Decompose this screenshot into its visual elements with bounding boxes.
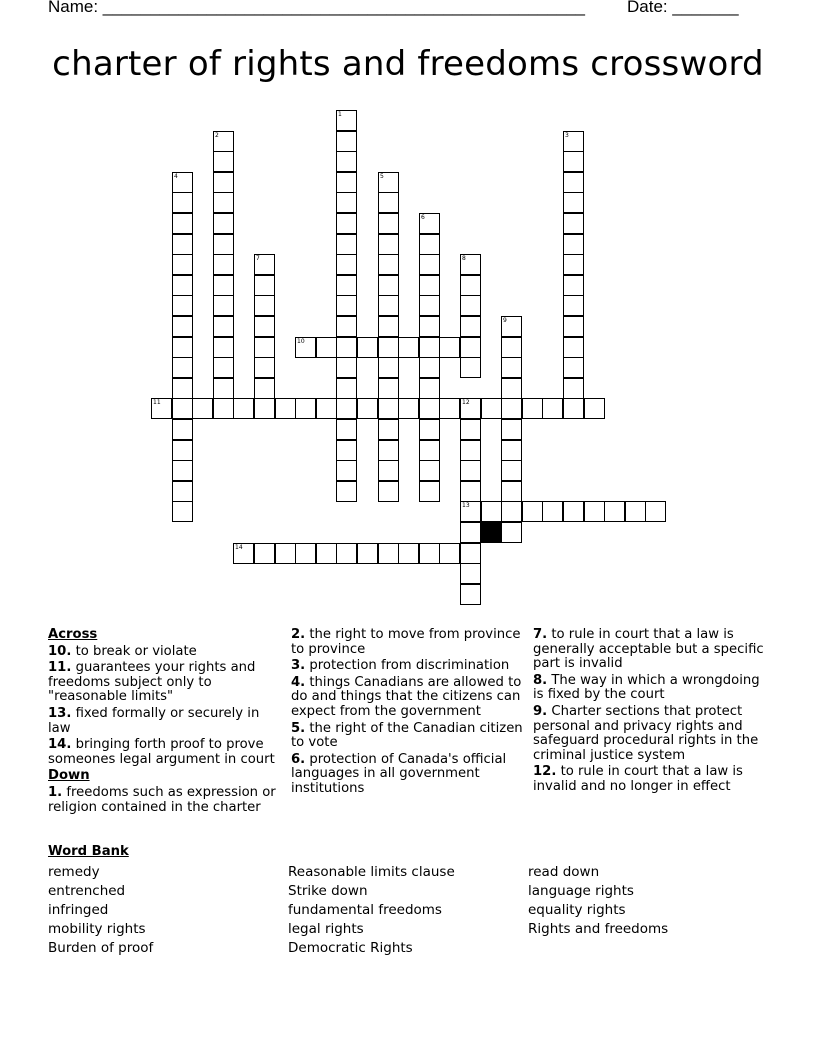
word-bank-item: equality rights xyxy=(528,902,626,918)
grid-cell[interactable] xyxy=(378,357,399,378)
clue-number: 10. xyxy=(48,643,72,659)
grid-cell[interactable] xyxy=(172,501,193,522)
grid-cell[interactable] xyxy=(419,254,440,275)
grid-cell[interactable] xyxy=(419,398,440,419)
grid-cell[interactable] xyxy=(213,316,234,337)
grid-cell[interactable] xyxy=(336,543,357,564)
clue-number: 3 xyxy=(565,132,569,139)
grid-cell[interactable] xyxy=(316,337,337,358)
grid-cell[interactable] xyxy=(542,398,563,419)
grid-cell[interactable] xyxy=(501,398,522,419)
grid-cell[interactable] xyxy=(378,192,399,213)
grid-cell[interactable] xyxy=(419,440,440,461)
grid-cell[interactable] xyxy=(460,543,481,564)
grid-cell[interactable] xyxy=(378,378,399,399)
grid-cell[interactable] xyxy=(398,337,419,358)
grid-cell[interactable] xyxy=(172,398,193,419)
grid-cell[interactable] xyxy=(172,295,193,316)
clue-number: 6 xyxy=(421,214,425,221)
grid-cell[interactable] xyxy=(254,398,275,419)
clue-number: 11. xyxy=(48,660,72,676)
word-bank-item: entrenched xyxy=(48,883,126,899)
grid-cell[interactable] xyxy=(336,398,357,419)
word-bank-column xyxy=(48,863,153,958)
grid-cell[interactable] xyxy=(336,110,357,131)
clue xyxy=(291,628,523,657)
grid-cell[interactable] xyxy=(501,440,522,461)
clue xyxy=(48,707,284,736)
grid-cell[interactable] xyxy=(336,419,357,440)
word-bank-item: infringed xyxy=(48,902,109,918)
grid-cell[interactable] xyxy=(336,213,357,234)
grid-cell[interactable] xyxy=(501,522,522,543)
clue-text: Charter sections that protect personal and privacy rights and safeguard procedural rights in the criminal justice system xyxy=(533,703,759,763)
grid-cell[interactable] xyxy=(439,398,460,419)
word-bank-item: mobility rights xyxy=(48,921,146,937)
grid-cell[interactable] xyxy=(419,378,440,399)
clue-number: 5. xyxy=(291,720,306,736)
grid-cell[interactable] xyxy=(172,275,193,296)
date-line: Date: _______ xyxy=(627,0,739,16)
grid-cell[interactable] xyxy=(460,398,481,419)
clue-text: freedoms such as expression or religion contained in the charter xyxy=(48,784,276,815)
clue xyxy=(291,676,523,720)
blocked-cell xyxy=(481,522,502,543)
across-heading: Across xyxy=(48,627,98,642)
word-bank-item: read down xyxy=(528,864,600,880)
clue xyxy=(533,674,773,703)
grid-cell[interactable] xyxy=(357,543,378,564)
grid-cell[interactable] xyxy=(481,398,502,419)
grid-cell[interactable] xyxy=(172,481,193,502)
grid-cell[interactable] xyxy=(172,254,193,275)
clue-text: to rule in court that a law is invalid and no longer in effect xyxy=(533,764,743,794)
word-bank-column xyxy=(288,863,455,958)
clue-text: to rule in court that a law is generally acceptable but a specific part is invalid xyxy=(533,627,764,672)
clue-number: 4 xyxy=(174,173,178,180)
grid-cell[interactable] xyxy=(172,337,193,358)
grid-cell[interactable] xyxy=(378,275,399,296)
grid-cell[interactable] xyxy=(336,337,357,358)
grid-cell[interactable] xyxy=(604,501,625,522)
grid-cell[interactable] xyxy=(378,481,399,502)
word-bank-item: Rights and freedoms xyxy=(528,921,669,937)
grid-cell[interactable] xyxy=(213,234,234,255)
grid-cell[interactable] xyxy=(192,398,213,419)
grid-cell[interactable] xyxy=(563,398,584,419)
grid-cell[interactable] xyxy=(542,501,563,522)
grid-cell[interactable] xyxy=(254,295,275,316)
grid-cell[interactable] xyxy=(254,378,275,399)
grid-cell[interactable] xyxy=(254,337,275,358)
grid-cell[interactable] xyxy=(419,275,440,296)
grid-cell[interactable] xyxy=(213,192,234,213)
grid-cell[interactable] xyxy=(275,543,296,564)
grid-cell[interactable] xyxy=(419,337,440,358)
clue xyxy=(291,753,523,797)
grid-cell[interactable] xyxy=(419,543,440,564)
grid-cell[interactable] xyxy=(563,254,584,275)
grid-cell[interactable] xyxy=(378,172,399,193)
grid-cell[interactable] xyxy=(460,337,481,358)
word-bank-item: fundamental freedoms xyxy=(288,902,442,918)
clue-number: 13. xyxy=(48,705,72,721)
clue xyxy=(291,722,523,751)
grid-cell[interactable] xyxy=(254,275,275,296)
grid-cell[interactable] xyxy=(460,357,481,378)
grid-cell[interactable] xyxy=(378,398,399,419)
grid-cell[interactable] xyxy=(460,440,481,461)
grid-cell[interactable] xyxy=(460,522,481,543)
clue xyxy=(48,661,284,705)
clue xyxy=(48,786,284,815)
name-line: Name: ___________________________________________________ xyxy=(48,0,585,16)
clue-number: 1. xyxy=(48,784,63,800)
grid-cell[interactable] xyxy=(481,501,502,522)
clue-text: protection of Canada's official languages in all government institutions xyxy=(291,751,507,796)
clue-text: to break or violate xyxy=(71,643,197,659)
clue-number: 2 xyxy=(215,132,219,139)
grid-cell[interactable] xyxy=(357,398,378,419)
clue-number: 14 xyxy=(235,544,243,551)
grid-cell[interactable] xyxy=(501,378,522,399)
down-clue-list xyxy=(533,628,773,795)
grid-cell[interactable] xyxy=(563,295,584,316)
grid-cell[interactable] xyxy=(563,234,584,255)
grid-cell[interactable] xyxy=(357,337,378,358)
word-bank-item: language rights xyxy=(528,883,634,899)
grid-cell[interactable] xyxy=(172,316,193,337)
grid-cell[interactable] xyxy=(316,398,337,419)
grid-cell[interactable] xyxy=(419,316,440,337)
grid-cell[interactable] xyxy=(233,543,254,564)
grid-cell[interactable] xyxy=(213,254,234,275)
grid-cell[interactable] xyxy=(378,543,399,564)
grid-cell[interactable] xyxy=(336,131,357,152)
grid-cell[interactable] xyxy=(378,440,399,461)
word-bank-item: Democratic Rights xyxy=(288,940,413,956)
grid-cell[interactable] xyxy=(625,501,646,522)
word-bank-heading: Word Bank xyxy=(48,844,129,859)
across-clue-list xyxy=(48,645,284,768)
clue-number: 1 xyxy=(338,111,342,118)
grid-cell[interactable] xyxy=(460,563,481,584)
grid-cell[interactable] xyxy=(336,316,357,337)
clue-text: guarantees your rights and freedoms subject only to "reasonable limits" xyxy=(48,660,256,705)
clue-number: 7 xyxy=(256,255,260,262)
grid-cell[interactable] xyxy=(213,213,234,234)
grid-cell[interactable] xyxy=(563,172,584,193)
grid-cell[interactable] xyxy=(378,254,399,275)
grid-cell[interactable] xyxy=(336,357,357,378)
grid-cell[interactable] xyxy=(254,316,275,337)
grid-cell[interactable] xyxy=(233,398,254,419)
clue-number: 4. xyxy=(291,674,306,690)
grid-cell[interactable] xyxy=(172,357,193,378)
clue-number: 8 xyxy=(462,255,466,262)
clue-number: 8. xyxy=(533,672,548,688)
down-clue-list xyxy=(48,786,284,815)
grid-cell[interactable] xyxy=(336,172,357,193)
clue xyxy=(533,705,773,763)
grid-cell[interactable] xyxy=(336,295,357,316)
clue xyxy=(291,659,523,674)
grid-cell[interactable] xyxy=(563,192,584,213)
grid-cell[interactable] xyxy=(295,398,316,419)
grid-cell[interactable] xyxy=(645,501,666,522)
grid-cell[interactable] xyxy=(563,316,584,337)
grid-cell[interactable] xyxy=(460,584,481,605)
grid-cell[interactable] xyxy=(254,543,275,564)
grid-cell[interactable] xyxy=(213,357,234,378)
clue-number: 9 xyxy=(503,317,507,324)
clue-number: 6. xyxy=(291,751,306,767)
clue-number: 9. xyxy=(533,703,548,719)
grid-cell[interactable] xyxy=(398,398,419,419)
grid-cell[interactable] xyxy=(172,234,193,255)
grid-cell[interactable] xyxy=(419,357,440,378)
clue xyxy=(533,628,773,672)
grid-cell[interactable] xyxy=(254,254,275,275)
grid-cell[interactable] xyxy=(563,501,584,522)
grid-cell[interactable] xyxy=(213,131,234,152)
grid-cell[interactable] xyxy=(213,172,234,193)
grid-cell[interactable] xyxy=(460,501,481,522)
grid-cell[interactable] xyxy=(275,398,296,419)
clue-text: protection from discrimination xyxy=(305,658,510,674)
grid-cell[interactable] xyxy=(151,398,172,419)
page-title: charter of rights and freedoms crossword xyxy=(52,44,764,84)
clue-number: 7. xyxy=(533,627,548,642)
grid-cell[interactable] xyxy=(460,254,481,275)
grid-cell[interactable] xyxy=(563,357,584,378)
grid-cell[interactable] xyxy=(336,378,357,399)
clue xyxy=(48,645,284,660)
grid-cell[interactable] xyxy=(563,378,584,399)
clue-number: 13 xyxy=(462,502,470,509)
grid-cell[interactable] xyxy=(336,234,357,255)
grid-cell[interactable] xyxy=(378,419,399,440)
clue xyxy=(533,765,773,794)
clues-column-1 xyxy=(48,628,284,817)
grid-cell[interactable] xyxy=(501,337,522,358)
clue-number: 12. xyxy=(533,764,557,780)
grid-cell[interactable] xyxy=(336,151,357,172)
word-bank-column xyxy=(528,863,668,939)
down-clue-list xyxy=(291,628,523,797)
grid-cell[interactable] xyxy=(336,275,357,296)
grid-cell[interactable] xyxy=(213,337,234,358)
word-bank-item: remedy xyxy=(48,864,100,880)
grid-cell[interactable] xyxy=(501,481,522,502)
grid-cell[interactable] xyxy=(336,440,357,461)
grid-cell[interactable] xyxy=(501,501,522,522)
clue-number: 2. xyxy=(291,627,306,642)
clue-text: fixed formally or securely in law xyxy=(48,705,260,736)
grid-cell[interactable] xyxy=(522,398,543,419)
grid-cell[interactable] xyxy=(419,234,440,255)
clues-column-3 xyxy=(533,628,773,797)
grid-cell[interactable] xyxy=(316,543,337,564)
grid-cell[interactable] xyxy=(439,337,460,358)
grid-cell[interactable] xyxy=(460,295,481,316)
grid-cell[interactable] xyxy=(172,172,193,193)
grid-cell[interactable] xyxy=(563,213,584,234)
grid-cell[interactable] xyxy=(439,543,460,564)
grid-cell[interactable] xyxy=(419,460,440,481)
grid-cell[interactable] xyxy=(213,378,234,399)
grid-cell[interactable] xyxy=(501,419,522,440)
clue-number: 12 xyxy=(462,399,470,406)
grid-cell[interactable] xyxy=(460,275,481,296)
clue-text: the right of the Canadian citizen to vote xyxy=(291,720,523,751)
grid-cell[interactable] xyxy=(213,275,234,296)
word-bank-item: Burden of proof xyxy=(48,940,154,956)
grid-cell[interactable] xyxy=(336,460,357,481)
word-bank-item: Reasonable limits clause xyxy=(288,864,455,880)
grid-cell[interactable] xyxy=(213,398,234,419)
grid-cell[interactable] xyxy=(172,192,193,213)
grid-cell[interactable] xyxy=(172,213,193,234)
clue xyxy=(48,738,284,767)
grid-cell[interactable] xyxy=(172,378,193,399)
grid-cell[interactable] xyxy=(336,192,357,213)
clue-number: 14. xyxy=(48,737,72,753)
grid-cell[interactable] xyxy=(336,254,357,275)
grid-cell[interactable] xyxy=(213,295,234,316)
clues-column-2 xyxy=(291,628,523,799)
grid-cell[interactable] xyxy=(419,481,440,502)
grid-cell[interactable] xyxy=(378,460,399,481)
grid-cell[interactable] xyxy=(460,481,481,502)
grid-cell[interactable] xyxy=(295,337,316,358)
grid-cell[interactable] xyxy=(563,275,584,296)
clue-number: 5 xyxy=(380,173,384,180)
grid-cell[interactable] xyxy=(378,337,399,358)
clue-text: bringing forth proof to prove someones legal argument in court xyxy=(48,737,275,767)
grid-cell[interactable] xyxy=(460,419,481,440)
word-bank-item: legal rights xyxy=(288,921,364,937)
grid-cell[interactable] xyxy=(295,543,316,564)
clue-text: the right to move from province to province xyxy=(291,627,521,657)
grid-cell[interactable] xyxy=(419,213,440,234)
grid-cell[interactable] xyxy=(172,460,193,481)
grid-cell[interactable] xyxy=(563,131,584,152)
grid-cell[interactable] xyxy=(584,398,605,419)
grid-cell[interactable] xyxy=(213,151,234,172)
grid-cell[interactable] xyxy=(460,316,481,337)
grid-cell[interactable] xyxy=(419,419,440,440)
grid-cell[interactable] xyxy=(563,337,584,358)
grid-cell[interactable] xyxy=(460,460,481,481)
grid-cell[interactable] xyxy=(172,419,193,440)
grid-cell[interactable] xyxy=(501,357,522,378)
grid-cell[interactable] xyxy=(378,316,399,337)
grid-cell[interactable] xyxy=(501,316,522,337)
grid-cell[interactable] xyxy=(378,234,399,255)
clue-number: 11 xyxy=(153,399,161,406)
grid-cell[interactable] xyxy=(522,501,543,522)
grid-cell[interactable] xyxy=(378,295,399,316)
grid-cell[interactable] xyxy=(501,460,522,481)
word-bank-item: Strike down xyxy=(288,883,368,899)
grid-cell[interactable] xyxy=(254,357,275,378)
grid-cell[interactable] xyxy=(419,295,440,316)
clue-number: 3. xyxy=(291,658,306,674)
grid-cell[interactable] xyxy=(172,440,193,461)
grid-cell[interactable] xyxy=(584,501,605,522)
clue-text: The way in which a wrongdoing is fixed by the court xyxy=(533,672,760,703)
grid-cell[interactable] xyxy=(398,543,419,564)
clue-text: things Canadians are allowed to do and things that the citizens can expect from the government xyxy=(291,674,522,719)
grid-cell[interactable] xyxy=(378,213,399,234)
grid-cell[interactable] xyxy=(336,481,357,502)
grid-cell[interactable] xyxy=(563,151,584,172)
clue-number: 10 xyxy=(297,338,305,345)
down-heading: Down xyxy=(48,768,90,784)
